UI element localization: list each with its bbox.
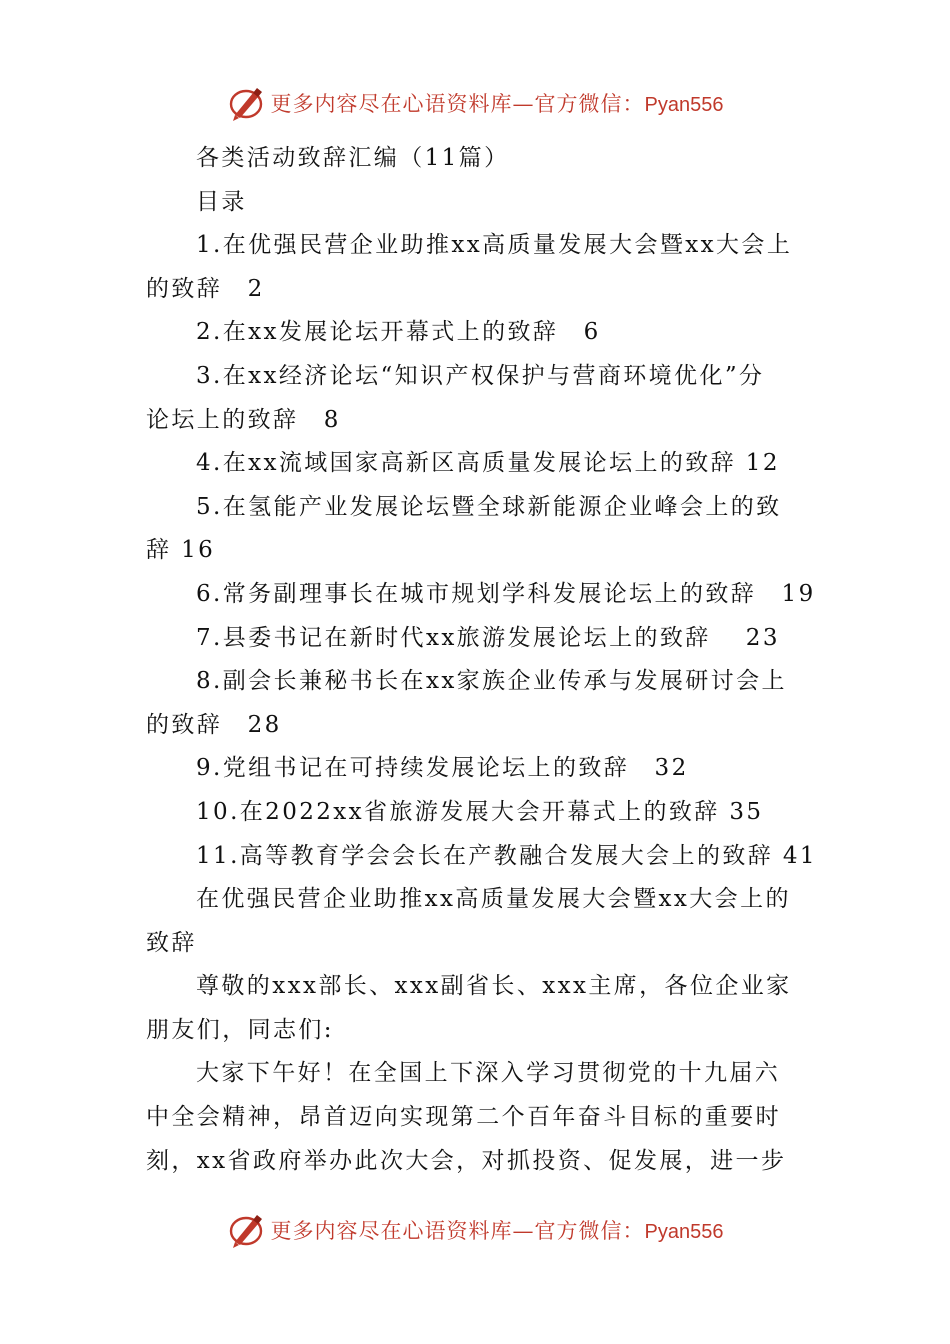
- toc-entry-4: 4.在xx流域国家高新区高质量发展论坛上的致辞 12: [196, 450, 780, 477]
- body-paragraph-line: 中全会精神，昂首迈向实现第二个百年奋斗目标的重要时: [146, 1104, 781, 1131]
- toc-heading: 目录: [196, 188, 247, 215]
- toc-entry-8-cont: 的致辞 28: [146, 711, 282, 738]
- toc-entry-11: 11.高等教育学会会长在产教融合发展大会上的致辞 41: [196, 842, 817, 869]
- toc-entry-5: 5.在氢能产业发展论坛暨全球新能源企业峰会上的致: [196, 493, 782, 520]
- toc-entry-2: 2.在xx发展论坛开幕式上的致辞 6: [196, 319, 601, 346]
- document-title: 各类活动致辞汇编（11篇）: [196, 145, 510, 171]
- wechat-id: Pyan556: [644, 94, 724, 116]
- toc-entry-10: 10.在2022xx省旅游发展大会开幕式上的致辞 35: [196, 798, 764, 825]
- section-title: 在优强民营企业助推xx高质量发展大会暨xx大会上的: [196, 886, 791, 913]
- toc-entry-7: 7.县委书记在新时代xx旅游发展论坛上的致辞 23: [196, 624, 780, 651]
- salutation-cont: 朋友们，同志们:: [146, 1016, 334, 1043]
- watermark-banner-bottom: [0, 1207, 950, 1253]
- document-body: [146, 137, 817, 1183]
- body-paragraph-line: 刻，xx省政府举办此次大会，对抓投资、促发展，进一步: [146, 1147, 787, 1174]
- toc-entry-5-cont: 辞 16: [146, 537, 216, 564]
- watermark-banner-top: [0, 80, 950, 126]
- toc-entry-3: 3.在xx经济论坛“知识产权保护与营商环境优化”分: [196, 362, 765, 389]
- section-title-cont: 致辞: [146, 929, 197, 956]
- body-paragraph-line: 大家下午好！在全国上下深入学习贯彻党的十九届六: [196, 1060, 781, 1087]
- pen-circle-logo-icon: [227, 83, 267, 123]
- toc-entry-1-cont: 的致辞 2: [146, 275, 265, 302]
- watermark-text: 更多内容尽在心语资料库—官方微信：Pyan556: [270, 92, 724, 116]
- pen-circle-logo-icon: [227, 1210, 267, 1250]
- toc-entry-8: 8.副会长兼秘书长在xx家族企业传承与发展研讨会上: [196, 668, 787, 695]
- toc-entry-3-cont: 论坛上的致辞 8: [146, 406, 341, 433]
- toc-entry-1: 1.在优强民营企业助推xx高质量发展大会暨xx大会上: [196, 232, 793, 259]
- wechat-id: Pyan556: [644, 1221, 724, 1243]
- table-of-contents: [146, 224, 817, 878]
- watermark-text: 更多内容尽在心语资料库—官方微信：Pyan556: [270, 1219, 724, 1243]
- salutation: 尊敬的xxx部长、xxx副省长、xxx主席，各位企业家: [196, 973, 792, 1000]
- toc-entry-6: 6.常务副理事长在城市规划学科发展论坛上的致辞 19: [196, 580, 816, 607]
- toc-entry-9: 9.党组书记在可持续发展论坛上的致辞 32: [196, 755, 689, 782]
